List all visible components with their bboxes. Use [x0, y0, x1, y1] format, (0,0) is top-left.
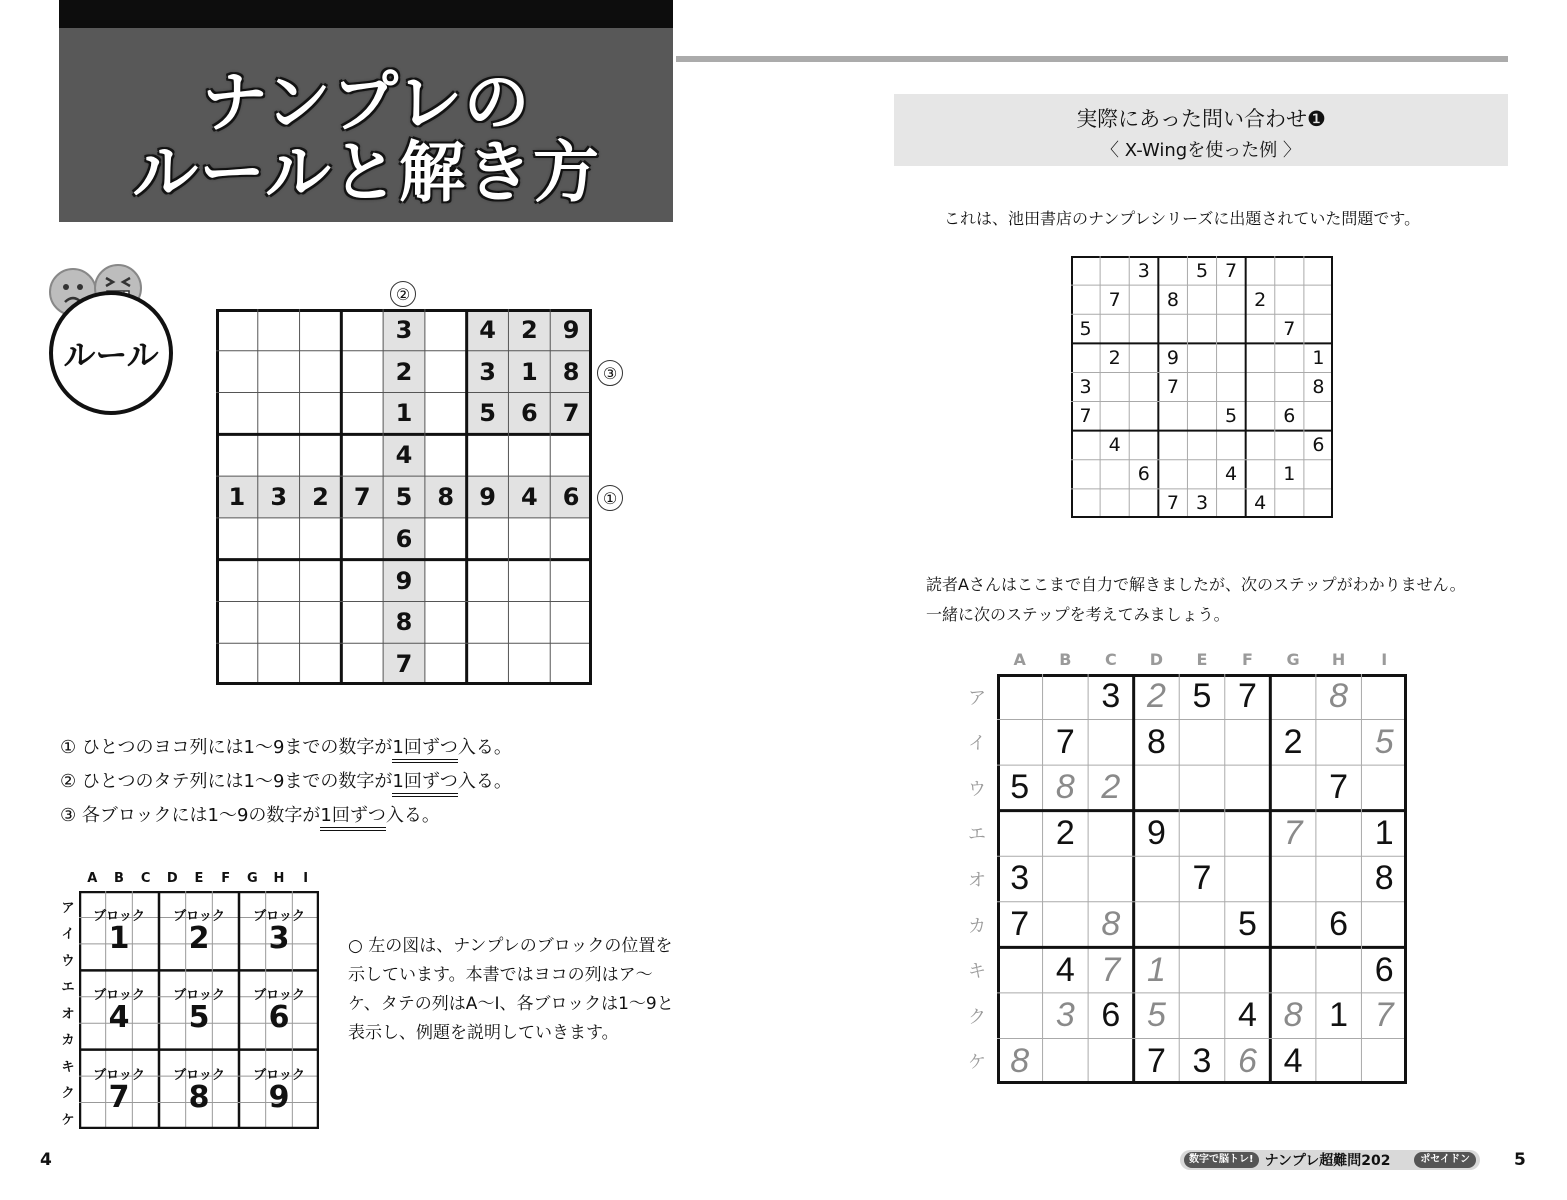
rule-2-emphasis: 1回ずつ: [392, 771, 457, 797]
puzzle-given: 1: [1312, 346, 1325, 369]
solved-digit: 3: [1055, 996, 1075, 1035]
col-header: F: [1242, 650, 1253, 669]
solved-digit: 1: [1146, 950, 1166, 989]
row-header: カ: [968, 915, 986, 937]
block-col-header: D: [166, 871, 178, 886]
block-label: ブロック: [93, 988, 145, 1004]
solved-digit: 2: [1146, 677, 1166, 716]
block-5: [159, 970, 239, 1049]
given-digit: 7: [1010, 905, 1030, 944]
block-col-header: B: [114, 871, 124, 886]
puzzle-given: 7: [1225, 259, 1238, 282]
page-number-right: 5: [1514, 1150, 1526, 1170]
demo-cell-value: 7: [395, 650, 413, 679]
puzzle-given: 5: [1225, 405, 1238, 428]
row-header: オ: [968, 869, 986, 891]
solved-digit: 8: [1329, 677, 1349, 716]
demo-cell-value: 8: [437, 483, 455, 511]
block-label: ブロック: [253, 988, 305, 1004]
block-number: 5: [188, 1000, 210, 1036]
block-row-header: オ: [61, 1006, 75, 1022]
given-digit: 7: [1192, 859, 1212, 898]
inquiry-title: 実際にあった問い合わせ❶: [1076, 107, 1326, 131]
demo-cell-value: 7: [353, 483, 371, 511]
progress-puzzle-grid: [997, 674, 1407, 1084]
puzzle-given: 6: [1137, 463, 1150, 486]
demo-cell-value: 4: [395, 441, 413, 470]
solved-digit: 5: [1374, 722, 1394, 761]
row-header: イ: [968, 733, 986, 755]
col-header: G: [1286, 650, 1300, 669]
puzzle-given: 8: [1312, 375, 1325, 398]
given-digit: 6: [1329, 905, 1349, 944]
demo-cell-value: 7: [562, 399, 580, 428]
given-digit: 1: [1374, 813, 1394, 852]
col-header: A: [1013, 650, 1026, 669]
block-9: [239, 1050, 319, 1129]
solved-digit: 8: [1283, 996, 1303, 1035]
block-col-header: I: [303, 871, 309, 886]
footer-book-title: [1180, 1150, 1480, 1170]
block-1: [79, 891, 159, 970]
footer-tag: 数字で脳トレ!: [1184, 1152, 1259, 1168]
col-header: E: [1196, 650, 1208, 669]
given-digit: 8: [1374, 859, 1394, 898]
block-number: 6: [268, 1000, 290, 1036]
solved-digit: 8: [1055, 768, 1075, 807]
page-title-line2: ルールと解き方: [132, 134, 600, 211]
given-digit: 7: [1329, 768, 1349, 807]
given-digit: 4: [1055, 950, 1075, 989]
given-digit: 2: [1055, 813, 1075, 852]
block-7: [79, 1050, 159, 1129]
demo-cell-value: 2: [520, 315, 538, 344]
block-number: 2: [188, 921, 210, 956]
puzzle-given: 2: [1254, 288, 1267, 311]
demo-cell-value: 3: [270, 483, 288, 511]
inquiry-subtitle: 〈 X-Wingを使った例 〉: [1101, 140, 1301, 161]
demo-cell-value: 3: [479, 357, 496, 386]
rule-2-end: 入る。: [457, 771, 512, 792]
col-header: C: [1104, 650, 1117, 669]
col-header: I: [1381, 650, 1388, 669]
demo-cell-value: 1: [520, 357, 538, 386]
puzzle-given: 8: [1166, 288, 1179, 311]
demo-cell-value: 9: [479, 483, 496, 511]
intro-text: これは、池田書店のナンプレシリーズに出題されていた問題です。: [944, 209, 1421, 228]
block-number: 3: [268, 921, 290, 956]
demo-cell-value: 1: [228, 483, 246, 511]
block-label: ブロック: [253, 1067, 305, 1083]
block-6: [239, 970, 319, 1049]
solved-digit: 7: [1374, 996, 1394, 1035]
demo-cell-value: 4: [520, 483, 538, 511]
row-header: ク: [968, 1006, 986, 1028]
given-digit: 4: [1283, 1041, 1303, 1080]
puzzle-given: 4: [1225, 463, 1238, 486]
given-digit: 5: [1238, 905, 1257, 944]
rule-2: [60, 767, 512, 793]
demo-cell-value: 1: [395, 399, 413, 428]
block-label: ブロック: [173, 1067, 225, 1083]
footer-brand: ポセイドン: [1414, 1152, 1476, 1168]
footer-title: ナンプレ超難問202: [1264, 1153, 1391, 1169]
block-explanation: ○ 左の図は、ナンプレのブロックの位置を示しています。本書ではヨコの列はア～ケ、タテの列はA～I、各ブロックは1～9と表示し、例題を説明していきます。: [348, 936, 674, 1043]
block-row-header: エ: [61, 980, 75, 996]
given-digit: 7: [1238, 677, 1257, 716]
rule-2-text: ② ひとつのタテ列には1～9までの数字が: [60, 771, 393, 792]
block-number: 7: [108, 1079, 130, 1115]
given-digit: 5: [1192, 677, 1212, 716]
demo-cell-value: 6: [562, 483, 580, 511]
solved-digit: 2: [1101, 768, 1121, 807]
demo-cell-value: 5: [395, 483, 413, 511]
block-col-header: E: [194, 871, 204, 886]
block-row-header: ウ: [61, 953, 75, 969]
title-top-bar: [59, 0, 673, 28]
given-digit: 4: [1238, 996, 1257, 1035]
row-header: エ: [968, 824, 986, 846]
demo-cell-value: 3: [395, 315, 413, 344]
puzzle-given: 2: [1108, 346, 1121, 369]
puzzle-given: 1: [1283, 463, 1296, 486]
solved-digit: 5: [1146, 996, 1166, 1035]
solved-digit: 8: [1101, 905, 1121, 944]
given-digit: 8: [1146, 722, 1166, 761]
puzzle-given: 7: [1283, 317, 1296, 340]
rule-1: [60, 733, 512, 759]
row-header: ケ: [968, 1052, 986, 1074]
demo-sudoku-grid: [216, 309, 592, 685]
given-digit: 5: [1010, 768, 1030, 807]
demo-cell-value: 8: [395, 608, 413, 637]
block-row-header: ク: [61, 1086, 75, 1102]
demo-cell-value: 6: [520, 399, 538, 428]
block-col-header: F: [221, 871, 231, 886]
reader-text-1: 読者Aさんはここまで自力で解きましたが、次のステップがわかりません。: [926, 575, 1466, 594]
demo-cell-value: 6: [395, 524, 413, 553]
col-header: B: [1059, 650, 1072, 669]
row-header: ア: [968, 687, 986, 709]
given-digit: 1: [1329, 996, 1349, 1035]
page-number-left: 4: [40, 1150, 52, 1170]
puzzle-given: 6: [1312, 434, 1325, 457]
title-box: [59, 28, 673, 222]
block-col-header: H: [273, 871, 285, 886]
puzzle-given: 4: [1254, 492, 1267, 515]
puzzle-given: 7: [1079, 405, 1092, 428]
column-rule-marker: ②: [390, 281, 416, 307]
given-digit: 2: [1283, 722, 1303, 761]
rule-3-end: 入る。: [385, 805, 440, 826]
demo-cell-value: 9: [395, 566, 413, 595]
block-row-header: イ: [61, 927, 75, 943]
block-number: 1: [108, 921, 130, 956]
block-col-header: C: [140, 871, 151, 886]
top-rule: [676, 56, 1508, 62]
block-rule-marker: ③: [597, 360, 623, 386]
solved-digit: 6: [1238, 1041, 1257, 1080]
col-header: H: [1331, 650, 1346, 669]
rule-1-emphasis: 1回ずつ: [392, 737, 457, 763]
rule-3-emphasis: 1回ずつ: [320, 805, 385, 831]
solved-digit: 7: [1101, 950, 1121, 989]
puzzle-given: 7: [1166, 492, 1179, 515]
block-number: 4: [108, 1000, 130, 1036]
row-header: キ: [968, 961, 986, 983]
page-title-line1: ナンプレの: [201, 64, 531, 141]
block-row-header: ア: [61, 901, 75, 916]
block-2: [159, 891, 239, 970]
block-number: 8: [188, 1079, 210, 1115]
reader-text-2: 一緒に次のステップを考えてみましょう。: [926, 605, 1230, 624]
given-digit: 3: [1010, 859, 1030, 898]
demo-cell-value: 9: [562, 315, 580, 344]
original-puzzle-grid: [1071, 256, 1333, 518]
block-position-grid: [79, 891, 319, 1129]
puzzle-given: 4: [1108, 434, 1121, 457]
rule-3: [60, 801, 440, 827]
block-label: ブロック: [253, 909, 305, 924]
given-digit: 6: [1101, 996, 1121, 1035]
puzzle-given: 5: [1079, 317, 1092, 340]
puzzle-given: 7: [1108, 288, 1121, 311]
solved-digit: 8: [1010, 1041, 1030, 1080]
puzzle-given: 3: [1079, 375, 1092, 398]
demo-cell-value: 4: [479, 315, 496, 344]
rule-badge: ルール: [49, 291, 173, 415]
row-header: ウ: [968, 778, 986, 800]
rule-1-text: ① ひとつのヨコ列には1～9までの数字が: [60, 737, 393, 758]
block-row-header: カ: [61, 1033, 75, 1049]
block-label: ブロック: [173, 909, 225, 924]
col-header: D: [1149, 650, 1164, 669]
rule-1-end: 入る。: [457, 737, 512, 758]
puzzle-given: 5: [1195, 259, 1209, 282]
given-digit: 6: [1374, 950, 1394, 989]
demo-cell-value: 5: [479, 399, 496, 428]
block-label: ブロック: [93, 1067, 145, 1083]
puzzle-given: 3: [1137, 259, 1150, 282]
given-digit: 9: [1146, 813, 1166, 852]
row-rule-marker: ①: [597, 485, 623, 511]
block-col-header: A: [87, 871, 98, 886]
puzzle-given: 9: [1166, 346, 1179, 369]
block-4: [79, 970, 159, 1049]
given-digit: 3: [1101, 677, 1121, 716]
block-3: [239, 891, 319, 970]
puzzle-given: 6: [1283, 405, 1296, 428]
block-number: 9: [268, 1079, 290, 1115]
given-digit: 3: [1192, 1041, 1212, 1080]
block-8: [159, 1050, 239, 1129]
block-row-header: キ: [61, 1059, 75, 1075]
demo-cell-value: 8: [562, 357, 580, 386]
block-label: ブロック: [93, 909, 145, 924]
inquiry-header: [894, 94, 1508, 166]
given-digit: 7: [1055, 722, 1075, 761]
block-label: ブロック: [173, 988, 225, 1004]
puzzle-given: 7: [1166, 375, 1179, 398]
block-col-header: G: [246, 871, 258, 886]
demo-cell-value: 2: [312, 483, 329, 511]
given-digit: 7: [1146, 1041, 1166, 1080]
demo-cell-value: 2: [395, 357, 413, 386]
solved-digit: 7: [1283, 813, 1303, 852]
rule-3-text: ③ 各ブロックには1～9の数字が: [60, 805, 321, 826]
block-row-header: ケ: [61, 1112, 75, 1128]
puzzle-given: 3: [1195, 492, 1209, 515]
